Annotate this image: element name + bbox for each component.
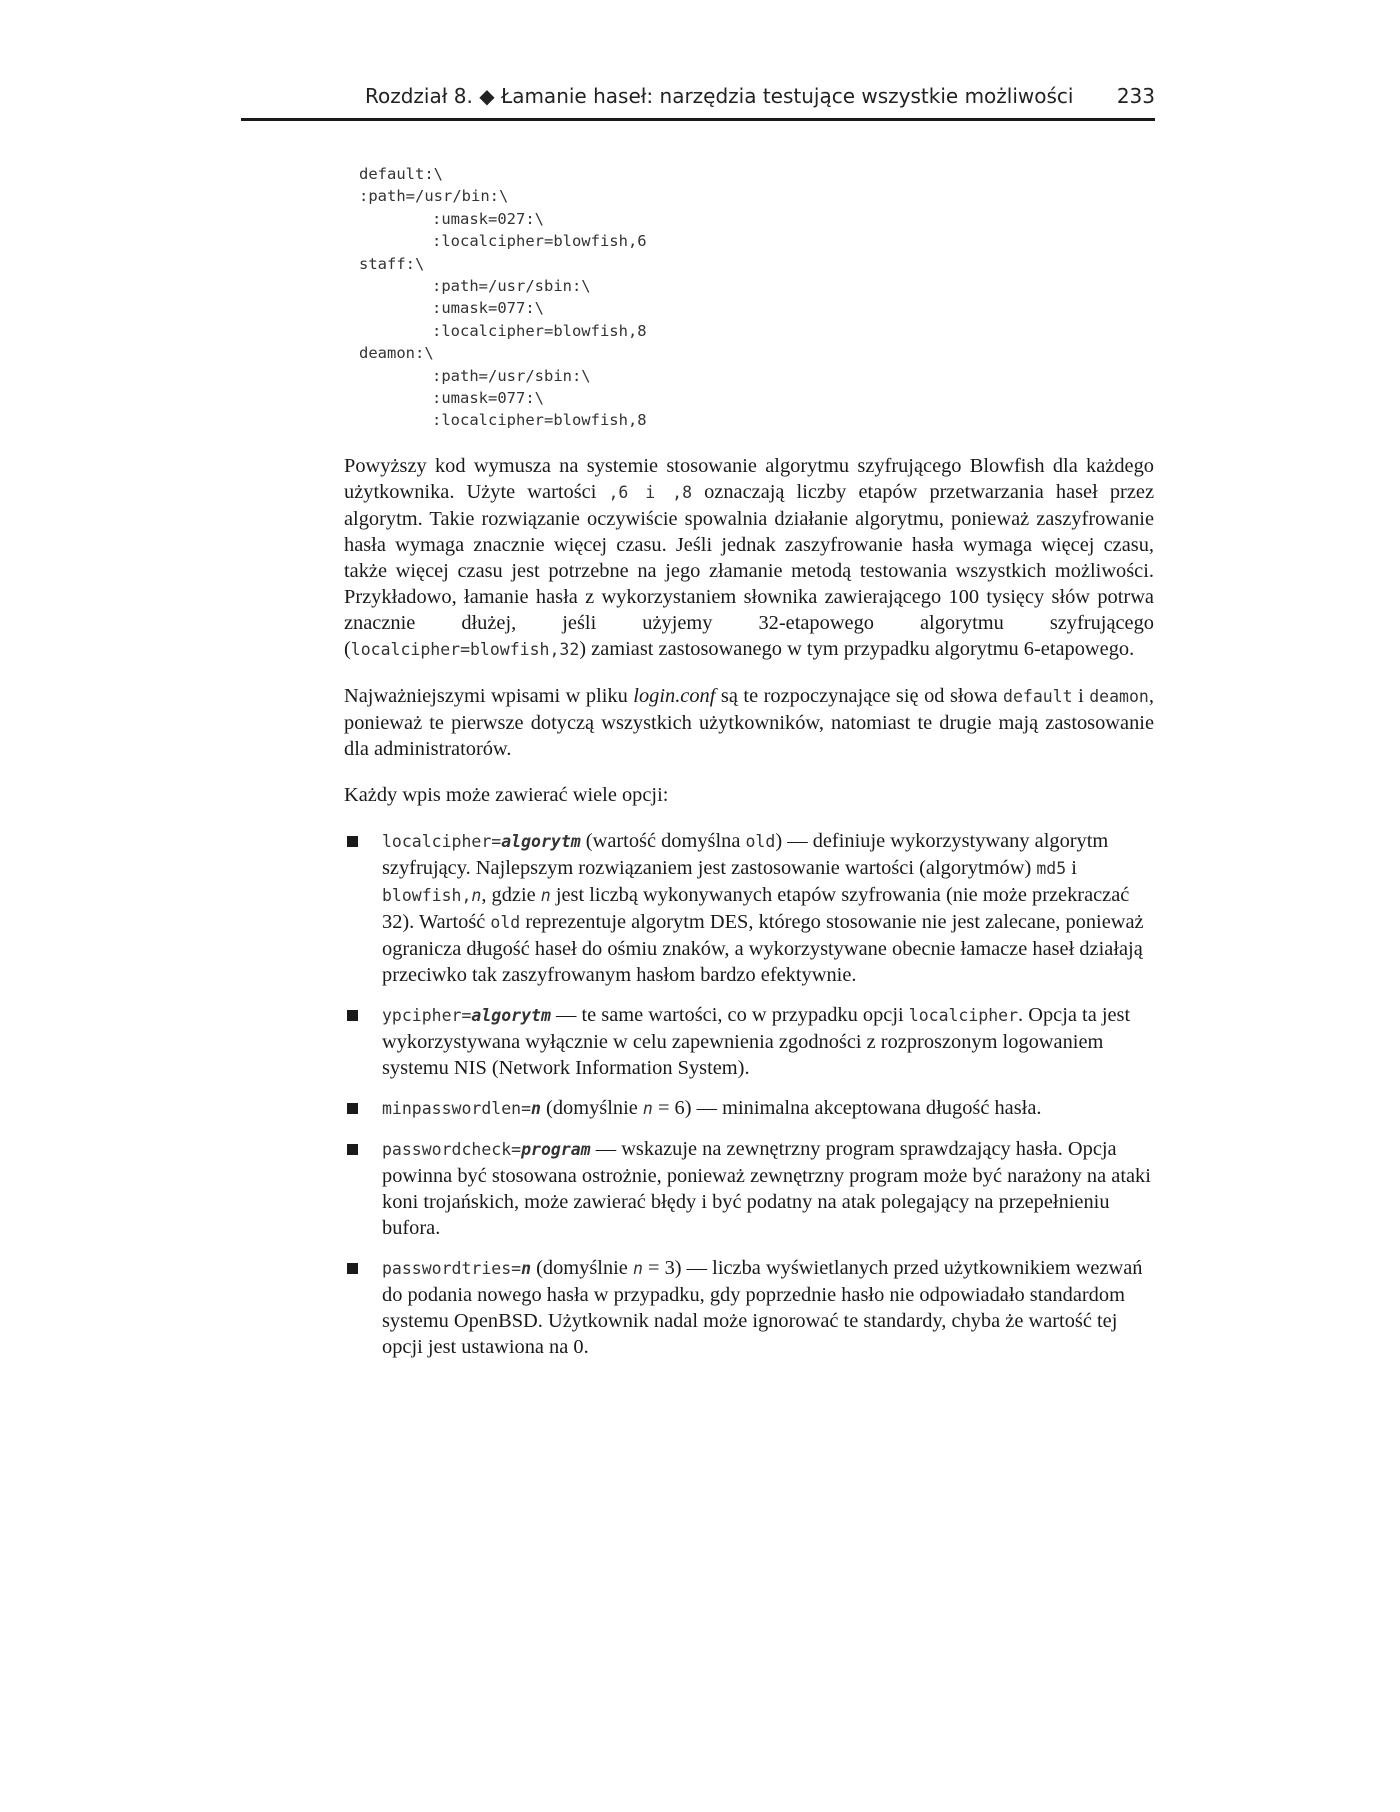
- code-line: default:\: [359, 165, 443, 183]
- page-number: 233: [1116, 84, 1155, 108]
- option-arg: n: [521, 1259, 532, 1278]
- body-text: [344, 453, 1154, 1374]
- paragraph-login-conf: [344, 683, 1154, 762]
- code-line: staff:\: [359, 254, 425, 273]
- text-run: ) — definiuje wykorzystywany algorytm szyfrujący. Najlepszym rozwiązaniem jest zastosowanie wartości (algorytmów): [382, 830, 1109, 879]
- paragraph-blowfish: [344, 453, 1154, 663]
- code-line: :path=/usr/sbin:\: [432, 366, 591, 385]
- list-item: [344, 828, 1154, 988]
- code-line: :localcipher=blowfish,8: [432, 321, 647, 340]
- option-name: minpasswordlen=: [382, 1099, 532, 1118]
- code-line: deamon:\: [359, 344, 434, 363]
- text-run: (wartość domyślna: [580, 830, 746, 852]
- list-item: [344, 1095, 1154, 1122]
- option-name: localcipher=: [382, 832, 502, 851]
- variable: n: [632, 1259, 643, 1278]
- code-line: :path=/usr/bin:\: [359, 187, 509, 206]
- inline-code: ,6 i ,8: [608, 483, 693, 502]
- file-name: login.conf: [633, 685, 716, 707]
- code-line: :umask=077:\: [432, 299, 544, 318]
- inline-code: old: [490, 913, 521, 932]
- option-name: passwordtries=: [382, 1259, 522, 1278]
- inline-code: deamon: [1089, 687, 1149, 706]
- inline-code: localcipher: [908, 1006, 1019, 1025]
- code-line: :path=/usr/sbin:\: [432, 276, 591, 295]
- list-item: [344, 1002, 1154, 1081]
- running-header: [241, 80, 1155, 121]
- code-block: [359, 163, 647, 432]
- text-run: . Opcja ta jest wykorzystywana wyłącznie w celu zapewnienia zgodności z rozproszonym logowaniem systemu NIS (Network Information System).: [382, 1004, 1131, 1079]
- options-list: [344, 828, 1154, 1360]
- text-run: (domyślnie: [540, 1097, 643, 1119]
- text-run: jest liczbą wykonywanych etapów szyfrowania (nie może przekraczać 32). Wartość: [382, 884, 1130, 933]
- code-line: :umask=077:\: [432, 388, 544, 407]
- option-name: ypcipher=: [382, 1006, 472, 1025]
- text-run: = 6) — minimalna akceptowana długość hasła.: [652, 1097, 1042, 1119]
- text-run: Powyższy kod wymusza na systemie stosowanie algorytmu szyfrującego Blowfish dla każdego użytkownika. Użyte wartości: [344, 455, 1154, 503]
- paragraph-options-intro: Każdy wpis może zawierać wiele opcji:: [344, 784, 669, 806]
- inline-code: localcipher=blowfish,32: [350, 640, 580, 659]
- option-name: passwordcheck=: [382, 1140, 522, 1159]
- inline-code: old: [745, 832, 776, 851]
- chapter-title: Rozdział 8. ◆ Łamanie haseł: narzędzia testujące wszystkie możliwości: [365, 84, 1074, 108]
- text-run: i: [1066, 857, 1077, 879]
- square-bullet-icon: [347, 1144, 358, 1155]
- variable: n: [471, 886, 482, 905]
- text-run: reprezentuje algorytm DES, którego stosowanie nie jest zalecane, ponieważ ogranicza długość haseł do ośmiu znaków, a wykorzystywane obecnie łamacze haseł działają przeciwko tak zaszyfrowanym hasłom bardzo efektywnie.: [382, 911, 1144, 986]
- square-bullet-icon: [347, 1010, 358, 1021]
- text-run: = 3) — liczba wyświetlanych przed użytkownikiem wezwań do podania nowego hasła w przypadku, gdy poprzednie hasło nie odpowiadało standardom systemu OpenBSD. Użytkownik nadal może ignorować te standardy, chyba że wartość tej opcji jest ustawiona na 0.: [382, 1257, 1143, 1358]
- text-run: (domyślnie: [531, 1257, 633, 1279]
- variable: n: [642, 1099, 653, 1118]
- code-line: :localcipher=blowfish,8: [432, 411, 647, 430]
- option-arg: program: [521, 1140, 591, 1159]
- square-bullet-icon: [347, 836, 358, 847]
- list-item: [344, 1136, 1154, 1241]
- text-run: Najważniejszymi wpisami w pliku: [344, 685, 634, 707]
- square-bullet-icon: [347, 1263, 358, 1274]
- text-run: oznaczają liczby etapów przetwarzania haseł przez algorytm. Takie rozwiązanie oczywiście spowalnia działanie algorytmu, ponieważ zaszyfrowanie hasła wymaga znacznie więcej czasu. Jeśli jednak zaszyfrowanie hasła wymaga więcej czasu, także więcej czasu jest potrzebne na jego złamanie metodą testowania wszystkich możliwości. Przykładowo, łamanie hasła z wykorzystaniem słownika zawierającego 100 tysięcy słów potrwa znacznie dłużej, jeśli użyjemy 32-etapowego algorytmu szyfrującego (: [344, 481, 1154, 660]
- option-arg: n: [531, 1099, 541, 1118]
- inline-code: blowfish,: [382, 886, 472, 905]
- variable: n: [540, 886, 551, 905]
- inline-code: md5: [1036, 859, 1067, 878]
- text-run: — wskazuje na zewnętrzny program sprawdzający hasła. Opcja powinna być stosowana ostrożnie, ponieważ zewnętrzny program może być narażony na ataki koni trojańskich, może zawierać błędy i być podatny na atak polegający na przepełnieniu bufora.: [382, 1138, 1151, 1239]
- list-item: [344, 1255, 1154, 1360]
- text-run: — te same wartości, co w przypadku opcji: [550, 1004, 909, 1026]
- option-arg: algorytm: [501, 832, 581, 851]
- code-line: :localcipher=blowfish,6: [432, 232, 647, 251]
- text-run: i: [1072, 685, 1090, 707]
- square-bullet-icon: [347, 1103, 358, 1114]
- text-run: , ponieważ te pierwsze dotyczą wszystkich użytkowników, natomiast te drugie mają zastosowanie dla administratorów.: [344, 685, 1154, 760]
- code-line: :umask=027:\: [432, 209, 544, 228]
- inline-code: default: [1003, 687, 1073, 706]
- text-run: ) zamiast zastosowanego w tym przypadku algorytmu 6-etapowego.: [579, 638, 1135, 660]
- text-run: , gdzie: [481, 884, 541, 906]
- text-run: są te rozpoczynające się od słowa: [715, 685, 1004, 707]
- option-arg: algorytm: [471, 1006, 551, 1025]
